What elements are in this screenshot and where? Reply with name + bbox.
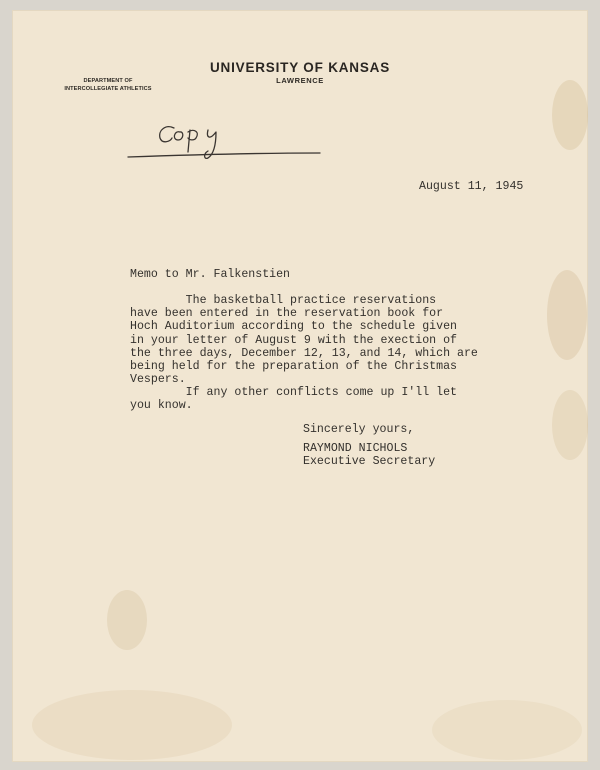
body-paragraph-2 (130, 386, 530, 412)
body-line: have been entered in the reservation book for (130, 307, 444, 321)
handwritten-copy-mark (124, 118, 324, 170)
department-line-1: DEPARTMENT OF (83, 78, 133, 84)
paper-stain (552, 390, 588, 460)
signer-title: Executive Secretary (303, 455, 436, 468)
paper-stain (432, 700, 582, 760)
paper-stain (107, 590, 147, 650)
body-line: the three days, December 12, 13, and 14, which are (130, 346, 478, 360)
body-line: you know. (130, 399, 193, 413)
paper-stain (547, 270, 587, 360)
body-line: The basketball practice reservations (130, 294, 437, 307)
closing: Sincerely yours, (303, 423, 415, 436)
letter-date: August 11, 1945 (419, 180, 524, 193)
department-name (48, 77, 168, 93)
body-paragraph-1 (130, 294, 530, 386)
body-line: Vespers. (130, 373, 186, 387)
institution-name: UNIVERSITY OF KANSAS (209, 60, 391, 75)
body-line: Hoch Auditorium according to the schedule given (130, 320, 457, 334)
signer-name: RAYMOND NICHOLS (303, 442, 408, 455)
city-name: LAWRENCE (276, 76, 324, 85)
body-line: in your letter of August 9 with the exection of (130, 333, 457, 347)
paper-stain (552, 80, 588, 150)
salutation: Memo to Mr. Falkenstien (130, 268, 291, 281)
department-line-2: INTERCOLLEGIATE ATHLETICS (64, 86, 152, 92)
paper-stain (32, 690, 232, 760)
body-line: being held for the preparation of the Christmas (130, 360, 457, 374)
body-line: If any other conflicts come up I'll let (130, 386, 457, 399)
